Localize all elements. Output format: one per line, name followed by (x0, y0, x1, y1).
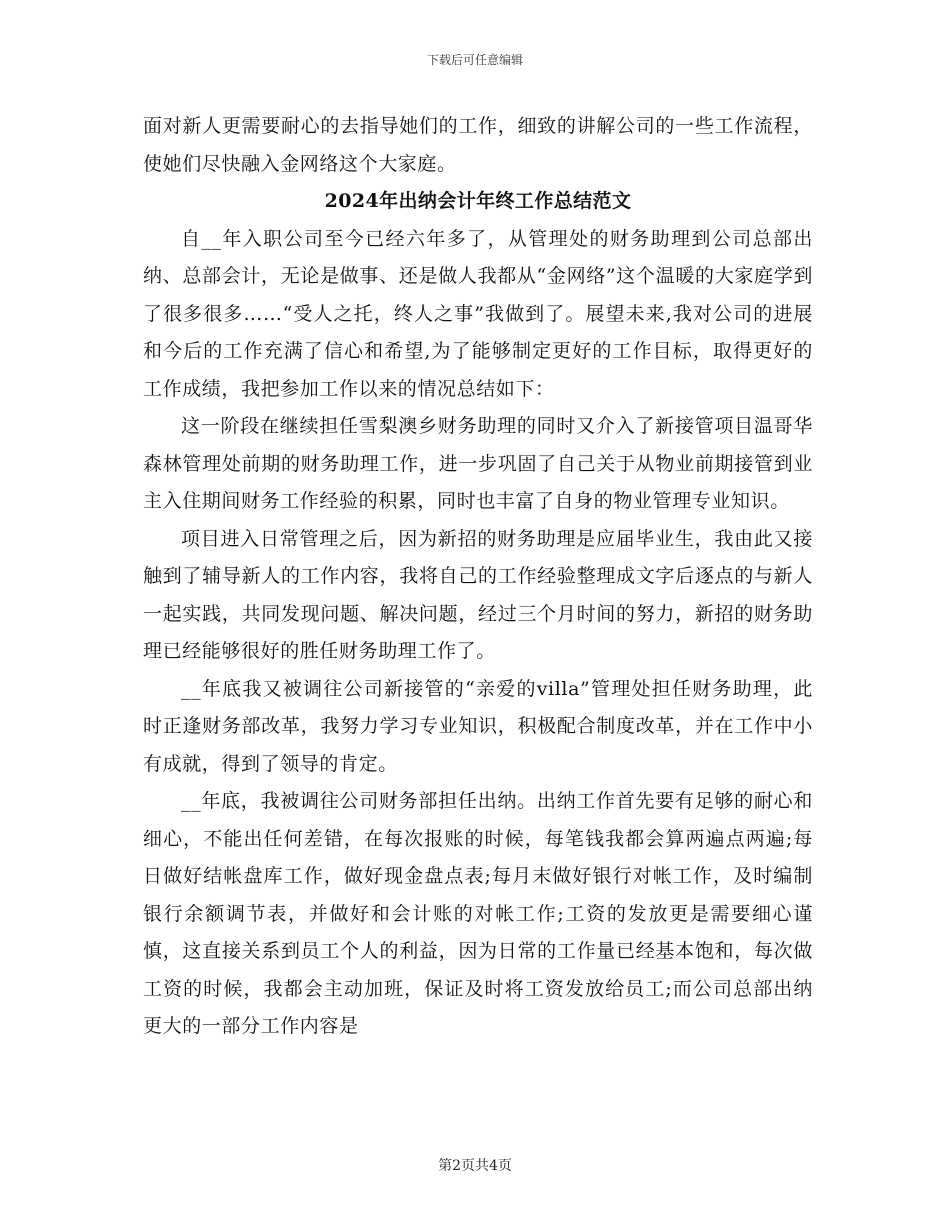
continuation-paragraph: 面对新人更需要耐心的去指导她们的工作，细致的讲解公司的一些工作流程，使她们尽快融入金网络这个大家庭。 (143, 115, 813, 175)
page-header: 下载后可任意编辑 (426, 53, 523, 67)
document-title: 2024年出纳会计年终工作总结范文 (324, 190, 632, 212)
body-paragraph: __年底，我被调往公司财务部担任出纳。出纳工作首先要有足够的耐心和细心，不能出任何差错，在每次报账的时候，每笔钱我都会算两遍点两遍;每日做好结帐盘库工作，做好现金盘点表;每月末做好银行对帐工作，及时编制银行余额调节表，并做好和会计账的对帐工作;工资的发放更是需要细心谨慎，这直接关系到员工个人的利益，因为日常的工作量已经基本饱和，每次做工资的时候，我都会主动加班，保证及时将工资发放给员工;而公司总部出纳更大的一部分工作内容是 (143, 790, 813, 1037)
page-number-footer: 第2页共4页 (438, 1158, 512, 1174)
body-paragraph: 项目进入日常管理之后，因为新招的财务助理是应届毕业生，我由此又接触到了辅导新人的工作内容，我将自己的工作经验整理成文字后逐点的与新人一起实践，共同发现问题、解决问题，经过三个月时间的努力，新招的财务助理已经能够很好的胜任财务助理工作了。 (143, 527, 813, 662)
body-paragraph: 自__年入职公司至今已经六年多了，从管理处的财务助理到公司总部出纳、总部会计，无论是做事、还是做人我都从“金网络”这个温暖的大家庭学到了很多很多……“受人之托，终人之事”我做到了。展望未来,我对公司的进展和今后的工作充满了信心和希望,为了能够制定更好的工作目标，取得更好的工作成绩，我把参加工作以来的情况总结如下： (143, 227, 813, 400)
document-body (143, 108, 813, 1046)
body-paragraph: __年底我又被调往公司新接管的“亲爱的villa”管理处担任财务助理，此时正逢财务部改革，我努力学习专业知识，积极配合制度改革，并在工作中小有成就，得到了领导的肯定。 (143, 677, 813, 775)
body-paragraph: 这一阶段在继续担任雪梨澳乡财务助理的同时又介入了新接管项目温哥华森林管理处前期的财务助理工作，进一步巩固了自己关于从物业前期接管到业主入住期间财务工作经验的积累，同时也丰富了自身的物业管理专业知识。 (143, 415, 813, 512)
